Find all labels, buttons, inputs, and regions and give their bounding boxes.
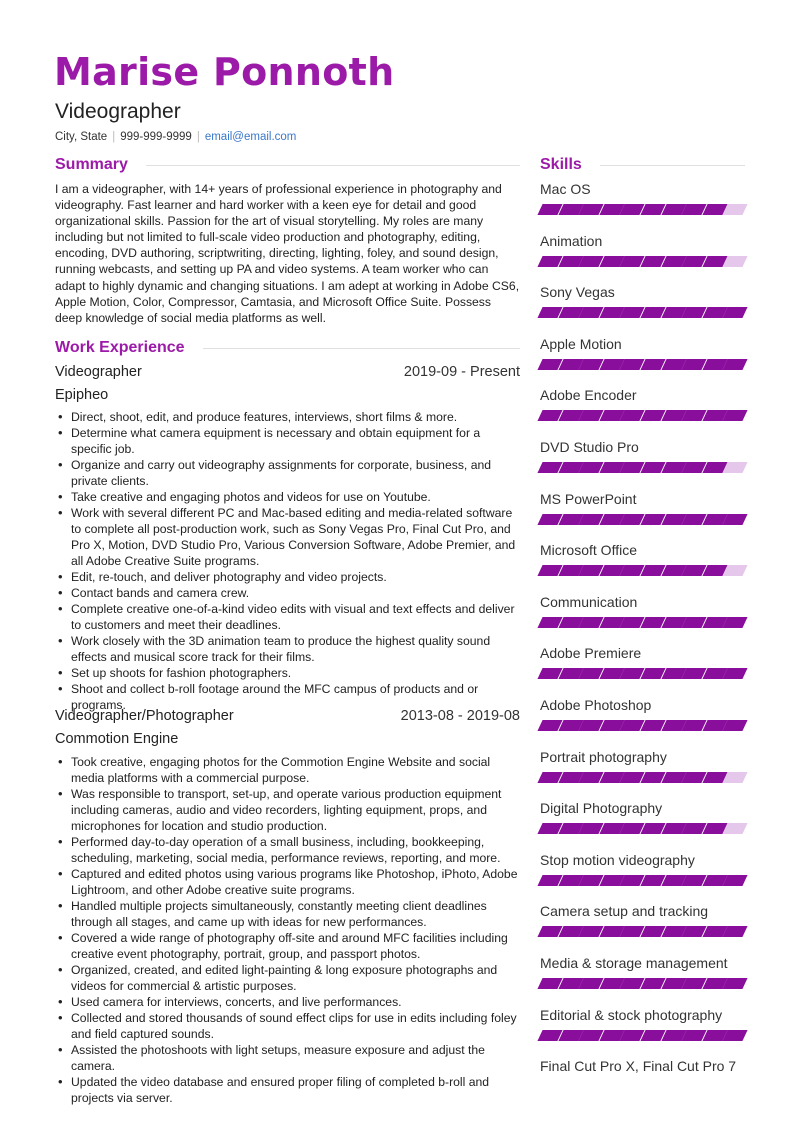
- skill-level-segment-filled: [723, 926, 748, 937]
- job-bullet: • Edit, re-touch, and deliver photography and video projects.: [55, 569, 522, 585]
- skill-level-bar: [540, 875, 745, 886]
- skill-level-segment-filled: [723, 359, 748, 370]
- skill-level-bar: [540, 565, 745, 576]
- skill-level-bar: [540, 668, 745, 679]
- job-dates: 2013-08 - 2019-08: [400, 708, 520, 724]
- skill-item: [540, 955, 745, 989]
- summary-section-header: [55, 156, 520, 174]
- job-dates: 2019-09 - Present: [403, 364, 520, 380]
- skill-name: Camera setup and tracking: [540, 903, 709, 920]
- skill-level-segment-empty: [723, 565, 748, 576]
- summary-text: I am a videographer, with 14+ years of professional experience in photography and videography. Fast learner and hard worker with a keen eye for detail and good organizational skills. Passion for the art of visual storytelling. My roles are many including but not limited to full-scale video production and photography, editing, encoding, DVD authoring, scriptwriting, directing, lighting, foley, and sound design, running webcasts, and setting up PA and video systems. A team worker who can adapt to highly dynamic and changing situations. I am adept at working in Adobe CS6, Apple Motion, Color, Compressor, Camtasia, and Microsoft Office Suite. Possess deep knowledge of social media platforms as well.: [55, 182, 520, 325]
- contact-city: City, State: [55, 131, 108, 143]
- skill-name: Communication: [540, 593, 638, 610]
- job-position: Videographer/Photographer: [55, 708, 234, 724]
- skills-heading: Skills: [540, 156, 582, 173]
- skill-name: Portrait photography: [540, 748, 667, 765]
- skill-level-bar: [540, 720, 745, 731]
- skill-name: DVD Studio Pro: [540, 439, 639, 455]
- skill-level-segment-filled: [723, 514, 748, 525]
- skill-level-bar: [540, 823, 745, 834]
- skill-item: [540, 542, 745, 576]
- skill-item: [540, 697, 745, 731]
- skill-name: Stop motion videography: [540, 851, 695, 868]
- skill-level-segment-filled: [723, 668, 748, 679]
- job-bullet: • Shoot and collect b-roll footage around the MFC campus of products and or programs.: [55, 681, 522, 713]
- skill-name: Apple Motion: [540, 335, 622, 352]
- skill-item: [540, 645, 745, 679]
- job-bullet-list: [55, 409, 522, 713]
- skill-level-bar: [540, 204, 745, 215]
- job-bullet-list: [55, 754, 522, 1106]
- skill-level-bar: [540, 926, 745, 937]
- job-title: Videographer: [55, 100, 181, 123]
- summary-heading: Summary: [55, 156, 128, 173]
- skill-level-bar: [540, 410, 745, 421]
- job-bullet: • Contact bands and camera crew.: [55, 585, 522, 601]
- skill-level-bar: [540, 307, 745, 318]
- skill-name: Media & storage management: [540, 955, 728, 971]
- job-bullet: • Organized, created, and edited light-painting & long exposure photographs and videos for commercial & artistic purposes.: [55, 962, 522, 994]
- skill-item: [540, 491, 745, 525]
- job-bullet: • Handled multiple projects simultaneously, constantly meeting client deadlines through all stages, and came up with ideas for new performances.: [55, 898, 522, 930]
- job-position: Videographer: [55, 364, 142, 380]
- skill-level-segment-filled: [723, 1030, 748, 1041]
- candidate-name: Marise Ponnoth: [54, 50, 395, 94]
- job-bullet: • Organize and carry out videography assignments for corporate, business, and private clients.: [55, 457, 522, 489]
- skill-item: [540, 233, 745, 267]
- skill-item: [540, 594, 745, 628]
- skill-level-bar: [540, 462, 745, 473]
- skill-name: Digital Photography: [540, 800, 663, 817]
- skill-level-bar: [540, 514, 745, 525]
- skill-item: [540, 852, 745, 886]
- job-bullet: • Covered a wide range of photography off-site and around MFC facilities including creative event photography, portrait, group, and passport photos.: [55, 930, 522, 962]
- job-company: Commotion Engine: [55, 731, 179, 747]
- job-bullet: • Assisted the photoshoots with light setups, measure exposure and adjust the camera.: [55, 1042, 522, 1074]
- skill-level-segment-filled: [723, 875, 748, 886]
- skill-name: Adobe Encoder: [540, 387, 637, 404]
- job-bullet: • Was responsible to transport, set-up, and operate various production equipment including cameras, audio and video recorders, lighting equipment, props, and microphones for location and studio production.: [55, 786, 522, 834]
- job-company: Epipheo: [55, 387, 109, 403]
- skill-level-bar: [540, 256, 745, 267]
- job-bullet: • Work closely with the 3D animation team to produce the highest quality sound effects and musical score track for their films.: [55, 633, 522, 665]
- job-bullet: • Take creative and engaging photos and videos for use on Youtube.: [55, 489, 522, 505]
- skill-item: [540, 387, 745, 421]
- skill-item: [540, 284, 745, 318]
- skill-level-bar: [540, 617, 745, 628]
- skill-level-segment-filled: [723, 410, 748, 421]
- skill-level-segment-empty: [723, 823, 748, 834]
- skill-level-bar: [540, 978, 745, 989]
- skill-level-bar: [540, 1030, 745, 1041]
- section-divider: [600, 165, 745, 166]
- skill-item: [540, 800, 745, 834]
- job-header: [55, 708, 520, 724]
- job-bullet: • Took creative, engaging photos for the Commotion Engine Website and social media platforms with a commercial purpose.: [55, 754, 522, 786]
- contact-email-link[interactable]: email@email.com: [204, 131, 297, 143]
- skill-level-bar: [540, 772, 745, 783]
- skill-level-segment-filled: [723, 978, 748, 989]
- skill-level-segment-empty: [723, 772, 748, 783]
- skills-section-header: [540, 156, 745, 174]
- skill-name: Editorial & stock photography: [540, 1006, 723, 1023]
- job-bullet: • Updated the video database and ensured proper filing of completed b-roll and projects via server.: [55, 1074, 522, 1106]
- skill-name: Animation: [540, 232, 603, 249]
- skill-item: [540, 336, 745, 370]
- skill-level-segment-empty: [723, 462, 748, 473]
- experience-heading: Work Experience: [55, 339, 185, 356]
- job-bullet: • Determine what camera equipment is necessary and obtain equipment for a specific job.: [55, 425, 522, 457]
- job-bullet: • Collected and stored thousands of sound effect clips for use in edits including foley and field captured sounds.: [55, 1010, 522, 1042]
- skill-item: [540, 1007, 745, 1041]
- section-divider: [203, 348, 520, 349]
- skill-level-segment-filled: [723, 720, 748, 731]
- experience-section-header: [55, 339, 520, 357]
- skill-level-bar: [540, 359, 745, 370]
- job-bullet: • Used camera for interviews, concerts, and live performances.: [55, 994, 522, 1010]
- skill-name: MS PowerPoint: [540, 490, 637, 507]
- skill-name: Final Cut Pro X, Final Cut Pro 7: [540, 1058, 737, 1075]
- job-header: [55, 364, 520, 380]
- contact-divider: |: [196, 131, 200, 143]
- skill-item: [540, 439, 745, 473]
- skill-item: [540, 181, 745, 215]
- skill-level-segment-empty: [723, 204, 748, 215]
- job-bullet: • Set up shoots for fashion photographers.: [55, 665, 522, 681]
- section-divider: [146, 165, 520, 166]
- skill-level-segment-filled: [723, 617, 748, 628]
- job-bullet: • Performed day-to-day operation of a small business, including, bookkeeping, scheduling, marketing, social media, performance reviews, reporting, and more.: [55, 834, 522, 866]
- skill-name: Adobe Premiere: [540, 645, 642, 662]
- contact-phone: 999-999-9999: [120, 131, 192, 143]
- skill-name: Microsoft Office: [540, 542, 637, 559]
- skill-name: Adobe Photoshop: [540, 697, 652, 713]
- contact-divider: |: [112, 131, 116, 143]
- skill-item: [540, 1058, 745, 1074]
- skill-level-segment-empty: [723, 256, 748, 267]
- contact-line: [55, 131, 296, 143]
- skill-item: [540, 903, 745, 937]
- job-bullet: • Complete creative one-of-a-kind video edits with visual and text effects and deliver to customers and meet their deadlines.: [55, 601, 522, 633]
- skill-name: Sony Vegas: [540, 284, 615, 301]
- job-bullet: • Work with several different PC and Mac-based editing and media-related software to complete all post-production work, such as Sony Vegas Pro, Final Cut Pro, and Pro X, Motion, DVD Studio Pro, Various Conversion Software, Adobe Premier, and all Adobe Creative Suite programs.: [55, 505, 522, 569]
- job-bullet: • Captured and edited photos using various programs like Photoshop, iPhoto, Adobe Lightroom, and other Adobe creative suite programs.: [55, 866, 522, 898]
- skill-name: Mac OS: [540, 181, 591, 197]
- skill-level-segment-filled: [723, 307, 748, 318]
- job-bullet: • Direct, shoot, edit, and produce features, interviews, short films & more.: [55, 409, 522, 425]
- skill-item: [540, 749, 745, 783]
